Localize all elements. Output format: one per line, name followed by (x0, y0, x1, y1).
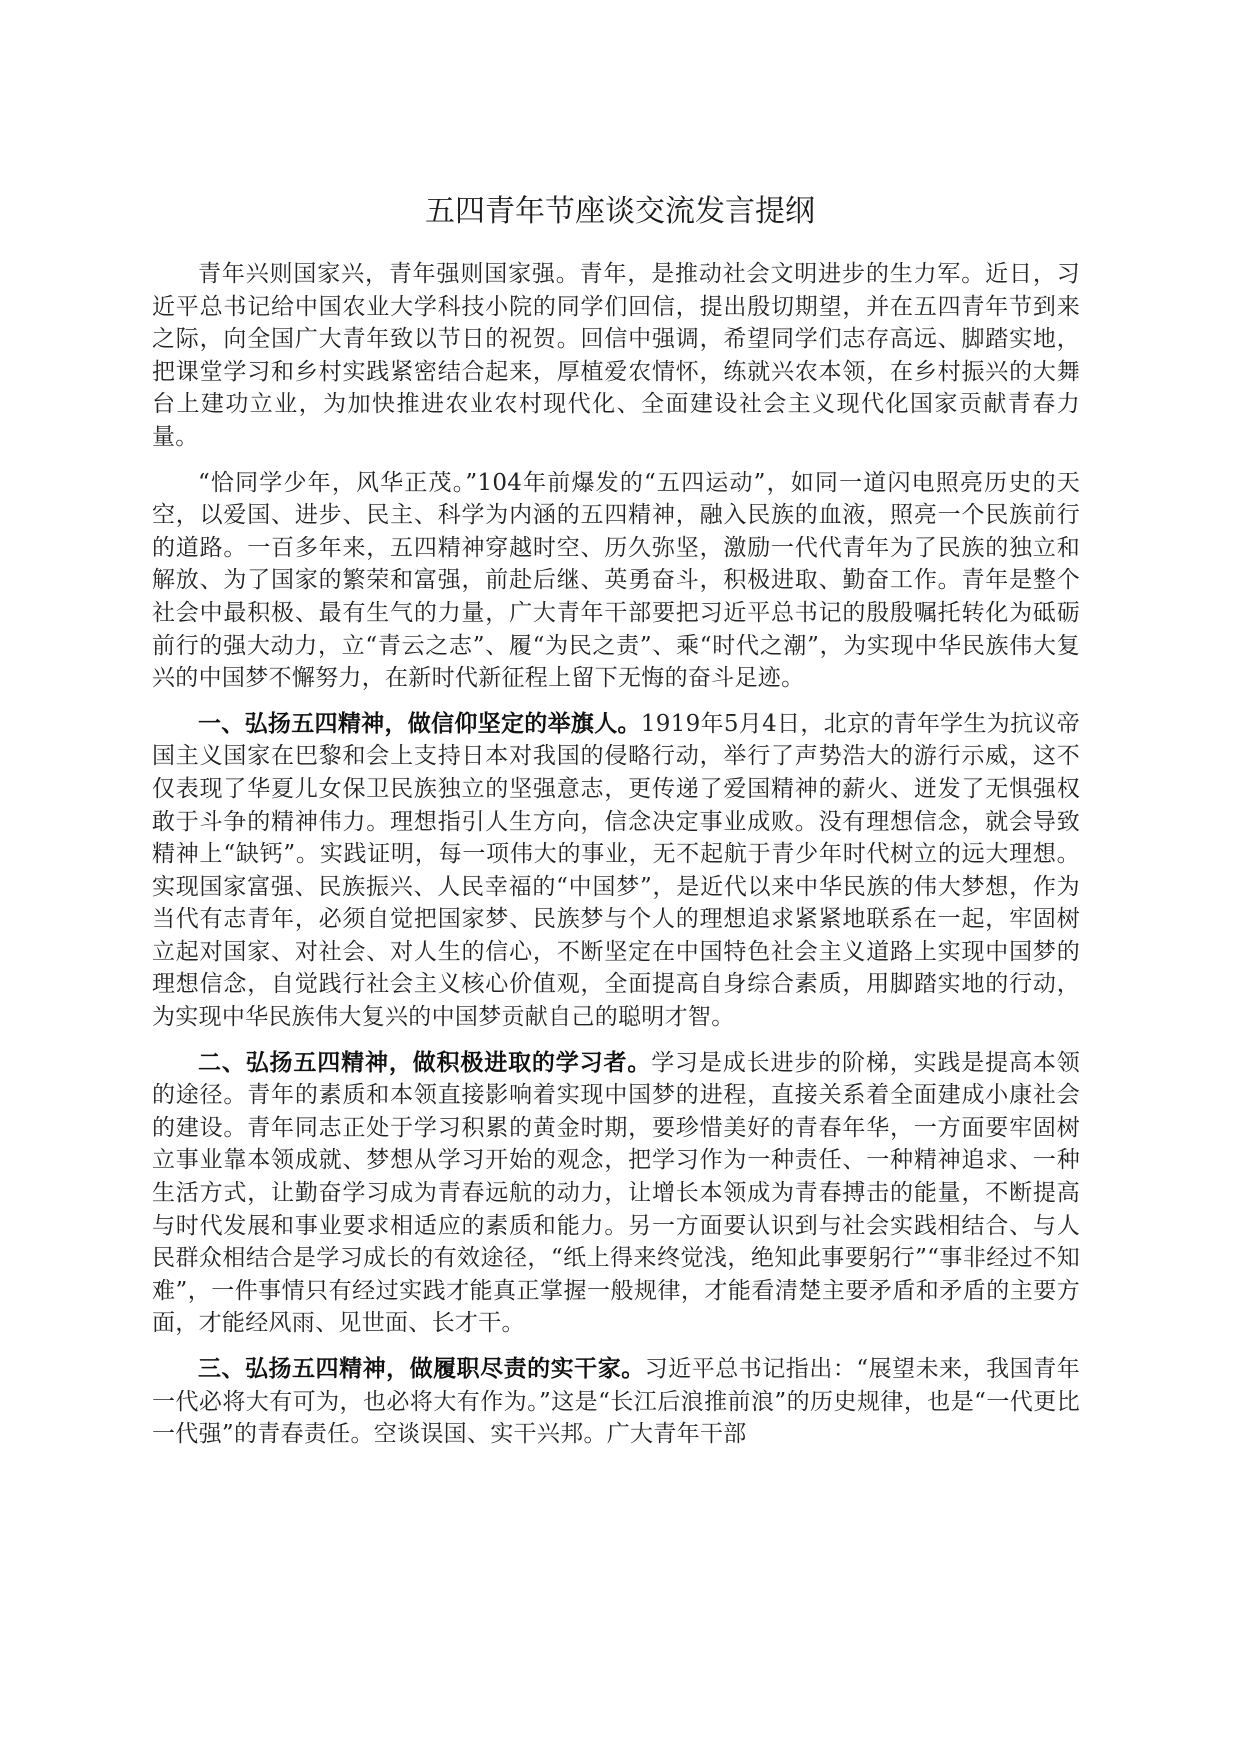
paragraph-may-fourth (152, 467, 1080, 695)
section-heading-3: 三、弘扬五四精神，做履职尽责的实干家。 (198, 1355, 645, 1382)
paragraph-text: “恰同学少年，风华正茂。”104年前爆发的“五四运动”，如同一道闪电照亮历史的天空，以爱国、进步、民主、科学为内涵的五四精神，融入民族的血液，照亮一个民族前行的道路。一百多年来，五四精神穿越时空、历久弥坚，激励一代代青年为了民族的独立和解放、为了国家的繁荣和富强，前赴后继、英勇奋斗，积极进取、勤奋工作。青年是整个社会中最积极、最有生气的力量，广大青年干部要把习近平总书记的殷殷嘱托转化为砥砺前行的强大动力，立“青云之志”、履“为民之责”、乘“时代之潮”，为实现中华民族伟大复兴的中国梦不懈努力，在新时代新征程上留下无悔的奋斗足迹。 (152, 469, 1080, 692)
section-heading-1: 一、弘扬五四精神，做信仰坚定的举旗人。 (198, 709, 641, 737)
paragraph-text: 1919年5月4日，北京的青年学生为抗议帝国主义国家在巴黎和会上支持日本对我国的侵略行动，举行了声势浩大的游行示威，这不仅表现了华夏儿女保卫民族独立的坚强意志，更传递了爱国精神的薪火、迸发了无惧强权敢于斗争的精神伟力。理想指引人生方向，信念决定事业成败。没有理想信念，就会导致精神上“缺钙”。实践证明，每一项伟大的事业，无不起航于青少年时代树立的远大理想。实现国家富强、民族振兴、人民幸福的“中国梦”，是近代以来中华民族的伟大梦想，作为当代有志青年，必须自觉把国家梦、民族梦与个人的理想追求紧紧地联系在一起，牢固树立起对国家、对社会、对人生的信心，不断坚定在中国特色社会主义道路上实现中国梦的理想信念，自觉践行社会主义核心价值观，全面提高自身综合素质，用脚踏实地的行动，为实现中华民族伟大复兴的中国梦贡献自己的聪明才智。 (152, 710, 1081, 1031)
paragraph-text: 学习是成长进步的阶梯，实践是提高本领的途径。青年的素质和本领直接影响着实现中国梦的进程，直接关系着全面建成小康社会的建设。青年同志正处于学习积累的黄金时期，要珍惜美好的青春年华，一方面要牢固树立事业靠本领成就、梦想从学习开始的观念，把学习作为一种责任、一种精神追求、一种生活方式，让勤奋学习成为青春远航的动力，让增长本领成为青春搏击的能量，不断提高与时代发展和事业要求相适应的素质和能力。另一方面要认识到与社会实践相结合、与人民群众相结合是学习成长的有效途径，“纸上得来终觉浅，绝知此事要躬行”“事非经过不知难”，一件事情只有经过实践才能真正掌握一般规律，才能看清楚主要矛盾和矛盾的主要方面，才能经风雨、见世面、长才干。 (152, 1049, 1080, 1337)
paragraph-intro (152, 258, 1080, 454)
document-body (152, 258, 1080, 1464)
paragraph-text: 习近平总书记指出：“展望未来，我国青年一代必将大有可为，也必将大有作为。”这是“长江后浪推前浪”的历史规律，也是“一代更比一代强”的青春责任。空谈误国、实干兴邦。广大青年干部 (152, 1356, 1081, 1448)
paragraph-section-3 (152, 1353, 1080, 1451)
section-heading-2: 二、弘扬五四精神，做积极进取的学习者。 (198, 1048, 652, 1076)
page-title: 五四青年节座谈交流发言提纲 (425, 194, 815, 229)
paragraph-text: 青年兴则国家兴，青年强则国家强。青年，是推动社会文明进步的生力军。近日，习近平总书记给中国农业大学科技小院的同学们回信，提出殷切期望，并在五四青年节到来之际，向全国广大青年致以节日的祝贺。回信中强调，希望同学们志存高远、脚踏实地，把课堂学习和乡村实践紧密结合起来，厚植爱农情怀，练就兴农本领，在乡村振兴的大舞台上建功立业，为加快推进农业农村现代化、全面建设社会主义现代化国家贡献青春力量。 (152, 261, 1080, 450)
paragraph-section-1 (152, 708, 1080, 1034)
paragraph-section-2 (152, 1047, 1080, 1340)
